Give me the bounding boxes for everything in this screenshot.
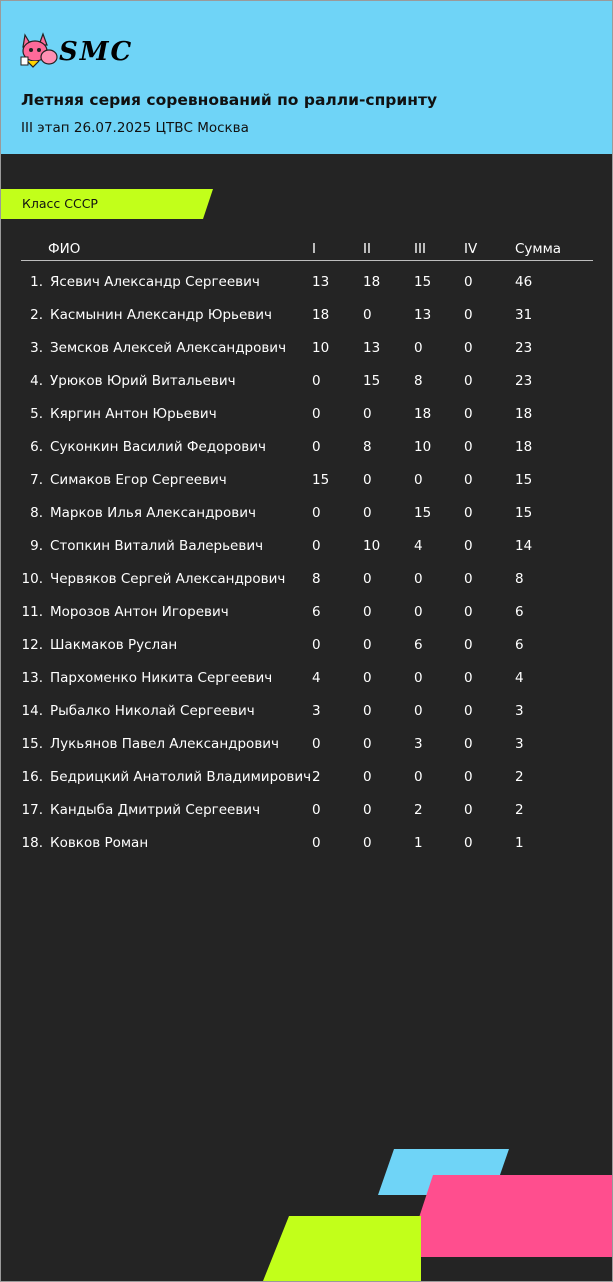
total-score: 18 — [515, 439, 533, 455]
logo-text: SMC — [59, 37, 134, 67]
driver-name: Шакмаков Руслан — [50, 637, 178, 653]
stage-3-score: 15 — [414, 505, 432, 521]
stage-4-score: 0 — [464, 538, 473, 554]
stage-1-score: 0 — [312, 439, 321, 455]
driver-name: Касмынин Александр Юрьевич — [50, 307, 272, 323]
row-number: 12. — [21, 637, 43, 653]
driver-name: Червяков Сергей Александрович — [50, 571, 286, 587]
total-score: 15 — [515, 505, 533, 521]
total-score: 23 — [515, 340, 533, 356]
total-score: 8 — [515, 571, 524, 587]
total-score: 15 — [515, 472, 533, 488]
stage-2-score: 0 — [363, 307, 372, 323]
stage-2-score: 15 — [363, 373, 381, 389]
stage-2-score: 0 — [363, 835, 372, 851]
stage-4-score: 0 — [464, 307, 473, 323]
column-header-stage-2: II — [363, 241, 371, 257]
stage-2-score: 0 — [363, 472, 372, 488]
stage-3-score: 6 — [414, 637, 423, 653]
stage-4-score: 0 — [464, 604, 473, 620]
stage-3-score: 1 — [414, 835, 423, 851]
driver-name: Стопкин Виталий Валерьевич — [50, 538, 264, 554]
total-score: 14 — [515, 538, 533, 554]
total-score: 46 — [515, 274, 533, 290]
stage-3-score: 2 — [414, 802, 423, 818]
row-number: 2. — [30, 307, 43, 323]
row-number: 17. — [21, 802, 43, 818]
stage-2-score: 10 — [363, 538, 381, 554]
driver-name: Пархоменко Никита Сергеевич — [50, 670, 273, 686]
stage-3-score: 3 — [414, 736, 423, 752]
total-score: 18 — [515, 406, 533, 422]
total-score: 23 — [515, 373, 533, 389]
total-score: 31 — [515, 307, 533, 323]
column-header-stage-4: IV — [464, 241, 478, 257]
stage-1-score: 3 — [312, 703, 321, 719]
stage-3-score: 0 — [414, 769, 423, 785]
stage-3-score: 18 — [414, 406, 432, 422]
driver-name: Ковков Роман — [50, 835, 149, 851]
stage-4-score: 0 — [464, 505, 473, 521]
total-score: 1 — [515, 835, 524, 851]
stage-1-score: 18 — [312, 307, 330, 323]
column-header-stage-1: I — [312, 241, 316, 257]
stage-3-score: 0 — [414, 571, 423, 587]
stage-4-score: 0 — [464, 670, 473, 686]
row-number: 14. — [21, 703, 43, 719]
stage-4-score: 0 — [464, 340, 473, 356]
stage-2-score: 0 — [363, 571, 372, 587]
stage-4-score: 0 — [464, 571, 473, 587]
row-number: 16. — [21, 769, 43, 785]
row-number: 5. — [30, 406, 43, 422]
driver-name: Марков Илья Александрович — [50, 505, 256, 521]
stage-2-score: 0 — [363, 505, 372, 521]
stage-4-score: 0 — [464, 274, 473, 290]
total-score: 6 — [515, 604, 524, 620]
driver-name: Кяргин Антон Юрьевич — [50, 406, 217, 422]
stage-3-score: 0 — [414, 604, 423, 620]
stage-4-score: 0 — [464, 703, 473, 719]
stage-1-score: 0 — [312, 505, 321, 521]
stage-3-score: 0 — [414, 472, 423, 488]
row-number: 9. — [30, 538, 43, 554]
stage-4-score: 0 — [464, 637, 473, 653]
stage-2-score: 0 — [363, 604, 372, 620]
stage-1-score: 2 — [312, 769, 321, 785]
stage-2-score: 18 — [363, 274, 381, 290]
stage-3-score: 15 — [414, 274, 432, 290]
driver-name: Ясевич Александр Сергеевич — [50, 274, 260, 290]
stage-3-score: 0 — [414, 670, 423, 686]
stage-4-score: 0 — [464, 439, 473, 455]
stage-3-score: 13 — [414, 307, 432, 323]
stage-2-score: 8 — [363, 439, 372, 455]
stage-1-score: 10 — [312, 340, 330, 356]
row-number: 1. — [30, 274, 43, 290]
column-header-total: Сумма — [515, 241, 562, 257]
stage-1-score: 0 — [312, 538, 321, 554]
row-number: 15. — [21, 736, 43, 752]
row-number: 18. — [21, 835, 43, 851]
stage-2-score: 0 — [363, 406, 372, 422]
column-header-stage-3: III — [414, 241, 426, 257]
row-number: 11. — [21, 604, 43, 620]
stage-2-score: 0 — [363, 802, 372, 818]
stage-3-score: 8 — [414, 373, 423, 389]
stage-3-score: 0 — [414, 703, 423, 719]
driver-name: Морозов Антон Игоревич — [50, 604, 229, 620]
page-subtitle: III этап 26.07.2025 ЦТВС Москва — [21, 120, 249, 136]
stage-4-score: 0 — [464, 472, 473, 488]
stage-4-score: 0 — [464, 769, 473, 785]
stage-1-score: 0 — [312, 373, 321, 389]
row-number: 3. — [30, 340, 43, 356]
driver-name: Рыбалко Николай Сергеевич — [50, 703, 255, 719]
driver-name: Кандыба Дмитрий Сергеевич — [50, 802, 261, 818]
stage-4-score: 0 — [464, 802, 473, 818]
class-label: Класс СССР — [22, 196, 98, 211]
row-number: 4. — [30, 373, 43, 389]
page-title: Летняя серия соревнований по ралли-спринту — [21, 91, 438, 109]
stage-2-score: 0 — [363, 637, 372, 653]
row-number: 13. — [21, 670, 43, 686]
driver-name: Земсков Алексей Александрович — [50, 340, 287, 356]
total-score: 2 — [515, 769, 524, 785]
row-number: 10. — [21, 571, 43, 587]
row-number: 6. — [30, 439, 43, 455]
stage-1-score: 13 — [312, 274, 330, 290]
stage-1-score: 8 — [312, 571, 321, 587]
stage-2-score: 13 — [363, 340, 381, 356]
row-number: 8. — [30, 505, 43, 521]
column-header-name: ФИО — [48, 241, 81, 257]
decorative-shapes — [1, 1, 612, 1281]
driver-name: Урюков Юрий Витальевич — [50, 373, 236, 389]
stage-1-score: 6 — [312, 604, 321, 620]
total-score: 3 — [515, 703, 524, 719]
total-score: 6 — [515, 637, 524, 653]
stage-2-score: 0 — [363, 703, 372, 719]
row-number: 7. — [30, 472, 43, 488]
stage-1-score: 0 — [312, 406, 321, 422]
stage-1-score: 4 — [312, 670, 321, 686]
stage-1-score: 0 — [312, 736, 321, 752]
stage-2-score: 0 — [363, 769, 372, 785]
driver-name: Суконкин Василий Федорович — [50, 439, 266, 455]
stage-3-score: 10 — [414, 439, 432, 455]
stage-4-score: 0 — [464, 835, 473, 851]
stage-4-score: 0 — [464, 736, 473, 752]
stage-3-score: 0 — [414, 340, 423, 356]
driver-name: Лукьянов Павел Александрович — [50, 736, 280, 752]
stage-1-score: 0 — [312, 802, 321, 818]
stage-2-score: 0 — [363, 670, 372, 686]
stage-1-score: 15 — [312, 472, 330, 488]
total-score: 4 — [515, 670, 524, 686]
stage-3-score: 4 — [414, 538, 423, 554]
stage-1-score: 0 — [312, 637, 321, 653]
total-score: 3 — [515, 736, 524, 752]
stage-4-score: 0 — [464, 406, 473, 422]
driver-name: Симаков Егор Сергеевич — [50, 472, 227, 488]
stage-2-score: 0 — [363, 736, 372, 752]
total-score: 2 — [515, 802, 524, 818]
stage-1-score: 0 — [312, 835, 321, 851]
stage-4-score: 0 — [464, 373, 473, 389]
driver-name: Бедрицкий Анатолий Владимирович — [50, 769, 312, 785]
